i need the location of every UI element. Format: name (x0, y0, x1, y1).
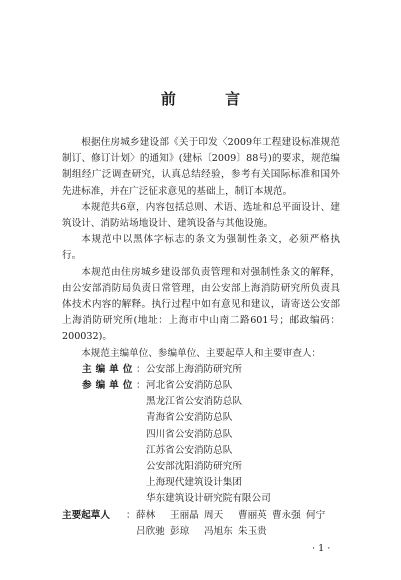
drafter-name: 周天 (204, 509, 224, 521)
drafters-label: 主要起草人 (62, 509, 110, 521)
page-title: 前 言 (160, 90, 263, 108)
participating-unit: 江苏省公安消防总队 (146, 444, 233, 456)
participating-unit: 河北省公安消防总队 (146, 380, 233, 392)
paragraph-units-intro: 本规范主编单位、参编单位、主要起草人和主要审查人： (81, 347, 322, 359)
participating-unit: 华东建筑设计研究院有限公司 (146, 493, 271, 505)
participating-units-list (146, 378, 271, 508)
drafters-row: 主要起草人 ： 薛林 王丽晶 周天 曹丽英 曹永强 何宁 吕欣驰 彭琼 冯旭东 朱玉贵 (62, 508, 340, 540)
paragraph-mandatory: 本规范中以黑体字标志的条文为强制性条文，必须严格执行。 (62, 234, 340, 262)
participating-unit: 上海现代建筑设计集团 (146, 477, 242, 489)
paragraph-contents: 本规范共6章，内容包括总则、术语、选址和总平面设计、建筑设计、消防站场地设计、建筑设备与其他设施。 (62, 201, 340, 230)
page-number: · 1 · (312, 543, 331, 554)
chief-unit-value: 公安部上海消防研究所 (146, 363, 242, 375)
participating-units-row: 参编单位 ： 河北省公安消防总队 黑龙江省公安消防总队 青海省公安消防总队 四川省公安消防总队 江苏省公安消防总队 公安部沈阳消防研究所 上海现代建筑设计集团 华东建筑设计研究院有限公司 (62, 378, 340, 508)
chief-unit-label: 主编单位 (82, 363, 137, 375)
chief-unit-row: 主编单位 ： 公安部上海消防研究所 (62, 362, 340, 378)
drafter-name: 何宁 (306, 509, 326, 521)
foreword-body (62, 135, 340, 540)
drafter-name: 王丽晶 (170, 509, 199, 521)
participating-unit: 黑龙江省公安消防总队 (146, 396, 242, 408)
participating-units-label: 参编单位 (82, 380, 137, 392)
drafter-name: 曹丽英 (238, 509, 267, 521)
participating-unit: 公安部沈阳消防研究所 (146, 461, 242, 473)
drafter-name: 吕欣驰 (136, 525, 165, 537)
participating-unit: 四川省公安消防总队 (146, 428, 233, 440)
drafter-name: 朱玉贵 (238, 525, 267, 537)
participating-unit: 青海省公安消防总队 (146, 412, 233, 424)
paragraph-management: 本规范由住房城乡建设部负责管理和对强制性条文的解释，由公安部消防局负责日常管理，由公安部上海消防研究所负责具体技术内容的解释。执行过程中如有意见和建议，请寄送公安部上海消防研究所(地址：上海市中山南二路601号；邮政编码：200032)。 (62, 266, 340, 343)
drafter-name: 曹永强 (272, 509, 301, 521)
drafters-list (136, 508, 340, 540)
paragraph-basis: 根据住房城乡建设部《关于印发〈2009年工程建设标准规范制订、修订计划〉的通知》(建标〔2009〕88号)的要求，规范编制组经广泛调查研究，认真总结经验，参考有关国际标准和国外先进标准，并在广泛征求意见的基础上，制订本规范。 (62, 137, 340, 197)
drafter-name: 冯旭东 (204, 525, 233, 537)
drafter-name: 薛林 (136, 509, 156, 521)
drafter-name: 彭琼 (170, 525, 190, 537)
